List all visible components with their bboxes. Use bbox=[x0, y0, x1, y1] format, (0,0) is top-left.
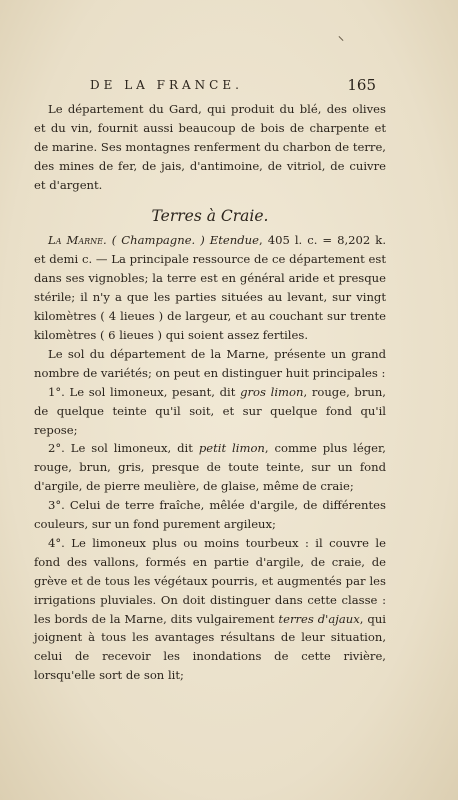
etendue-label: Etendue bbox=[209, 233, 259, 248]
section-title: Terres à Craie. bbox=[151, 206, 269, 225]
running-title: DE LA FRANCE. bbox=[90, 78, 243, 92]
list-item-1: 1°. Le sol limoneux, pesant, dit gros limon, rouge, brun, de quelque teinte qu'il soit, et sur quelque fond qu'il repose; bbox=[34, 384, 386, 437]
marne-text: , 405 l. c. = 8,202 k. et demi c. — La principale ressource de ce département est dans ses vignobles; la terre est en général aride et presque stérile; il n'y a que les parties situées au levant, sur vingt kilomètres ( 4 lieues ) de largeur, et au couchant sur trente kilomètres ( 6 lieues ) qui soient assez fertiles. bbox=[34, 233, 387, 342]
department-region: ( Champagne. ) bbox=[111, 233, 205, 248]
list-item-4: 4°. Le limoneux plus ou moins tourbeux : il couvre le fond des vallons, formés en partie d'argile, de craie, de grève et de tous les végétaux pourris, et augmentés par les irrigations pluviales. On doit distinguer dans cette classe : les bords de la Marne, dits vulgairement terres d'ajaux, qui joignent à tous les avantages résultans de leur situation, celui de recevoir les inondations de cette rivière, lorsqu'elle sort de son lit; bbox=[34, 535, 387, 683]
term-petit-limon: petit limon bbox=[198, 441, 265, 456]
paragraph-sol: Le sol du département de la Marne, présente un grand nombre de variétés; on peut en distinguer huit principales : bbox=[34, 346, 386, 380]
term-gros-limon: gros limon bbox=[240, 384, 304, 399]
list-item-3: 3°. Celui de terre fraîche, mêlée d'argile, de différentes couleurs, sur un fond purement argileux; bbox=[34, 498, 386, 532]
paragraph-gard: Le département du Gard, qui produit du blé, des olives et du vin, fournit aussi beaucoup de bois de charpente et de marine. Ses montagnes renferment du charbon de terre, des mines de fer, de jais, d'antimoine, de vitriol, de cuivre et d'argent. bbox=[34, 102, 386, 192]
department-name: La Marne. bbox=[48, 233, 107, 248]
page-body bbox=[34, 100, 386, 685]
page-number: 165 bbox=[347, 76, 376, 94]
page-header bbox=[86, 76, 376, 96]
term-terres-dajaux: terres d'ajaux bbox=[278, 611, 360, 626]
paragraph-marne bbox=[34, 231, 386, 344]
page-mark bbox=[339, 36, 344, 41]
list-item-2: 2°. Le sol limoneux, dit petit limon, comme plus léger, rouge, brun, gris, presque de toute teinte, sur un fond d'argile, de pierre meulière, de glaise, même de craie; bbox=[34, 441, 386, 494]
